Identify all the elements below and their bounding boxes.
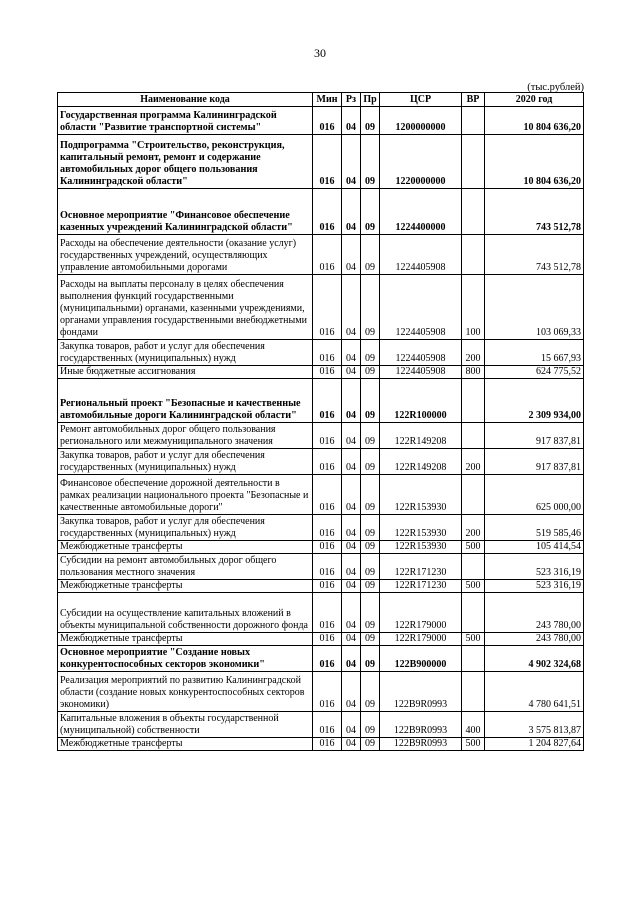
cell-name: Межбюджетные трансферты [58, 541, 313, 554]
budget-table [57, 92, 584, 751]
cell-amount: 2 309 934,00 [485, 379, 584, 423]
cell-vr: 400 [462, 712, 485, 738]
cell-amount: 743 512,78 [485, 189, 584, 235]
cell-amount: 4 780 641,51 [485, 672, 584, 712]
cell-min: 016 [313, 135, 342, 189]
page-number: 30 [314, 46, 326, 60]
table-row [58, 515, 584, 541]
cell-name: Субсидии на ремонт автомобильных дорог общего пользования местного значения [58, 554, 313, 580]
cell-vr [462, 646, 485, 672]
cell-rz: 04 [342, 235, 361, 275]
cell-min: 016 [313, 554, 342, 580]
cell-name: Закупка товаров, работ и услуг для обеспечения государственных (муниципальных) нужд [58, 340, 313, 366]
cell-rz: 04 [342, 366, 361, 379]
cell-rz: 04 [342, 672, 361, 712]
cell-csr: 122R179000 [380, 633, 462, 646]
cell-csr: 1224400000 [380, 189, 462, 235]
cell-amount: 523 316,19 [485, 580, 584, 593]
table-row [58, 593, 584, 633]
table-row [58, 340, 584, 366]
table-row [58, 672, 584, 712]
cell-vr: 500 [462, 580, 485, 593]
cell-min: 016 [313, 541, 342, 554]
cell-min: 016 [313, 738, 342, 751]
cell-csr: 1224405908 [380, 366, 462, 379]
cell-vr [462, 593, 485, 633]
cell-rz: 04 [342, 515, 361, 541]
cell-vr: 500 [462, 738, 485, 751]
cell-pr: 09 [361, 275, 380, 340]
cell-vr [462, 423, 485, 449]
cell-amount: 15 667,93 [485, 340, 584, 366]
cell-name: Иные бюджетные ассигнования [58, 366, 313, 379]
cell-amount: 4 902 324,68 [485, 646, 584, 672]
cell-amount: 917 837,81 [485, 423, 584, 449]
cell-csr: 1200000000 [380, 107, 462, 135]
table-row [58, 541, 584, 554]
table-row [58, 107, 584, 135]
cell-min: 016 [313, 580, 342, 593]
cell-min: 016 [313, 515, 342, 541]
cell-rz: 04 [342, 593, 361, 633]
cell-name: Государственная программа Калининградской области "Развитие транспортной системы" [58, 107, 313, 135]
cell-rz: 04 [342, 738, 361, 751]
cell-pr: 09 [361, 107, 380, 135]
cell-vr [462, 672, 485, 712]
cell-amount: 1 204 827,64 [485, 738, 584, 751]
cell-name: Расходы на обеспечение деятельности (оказание услуг) государственных учреждений, осуществляющих управление автомобильными дорогами [58, 235, 313, 275]
cell-min: 016 [313, 275, 342, 340]
table-row [58, 366, 584, 379]
cell-rz: 04 [342, 554, 361, 580]
cell-rz: 04 [342, 423, 361, 449]
cell-vr: 200 [462, 449, 485, 475]
cell-rz: 04 [342, 449, 361, 475]
cell-pr: 09 [361, 449, 380, 475]
cell-min: 016 [313, 235, 342, 275]
cell-min: 016 [313, 107, 342, 135]
cell-name: Межбюджетные трансферты [58, 738, 313, 751]
cell-rz: 04 [342, 379, 361, 423]
cell-rz: 04 [342, 107, 361, 135]
cell-pr: 09 [361, 515, 380, 541]
header-min: Мин [313, 93, 342, 107]
cell-min: 016 [313, 366, 342, 379]
cell-name: Закупка товаров, работ и услуг для обеспечения государственных (муниципальных) нужд [58, 449, 313, 475]
table-row [58, 738, 584, 751]
cell-pr: 09 [361, 738, 380, 751]
table-row [58, 554, 584, 580]
cell-csr: 1220000000 [380, 135, 462, 189]
cell-min: 016 [313, 633, 342, 646]
cell-pr: 09 [361, 379, 380, 423]
cell-vr [462, 475, 485, 515]
header-name: Наименование кода [58, 93, 313, 107]
cell-vr: 200 [462, 515, 485, 541]
cell-vr: 800 [462, 366, 485, 379]
cell-pr: 09 [361, 423, 380, 449]
table-body [58, 107, 584, 751]
cell-name: Региональный проект "Безопасные и качественные автомобильные дороги Калининградской области" [58, 379, 313, 423]
table-row [58, 712, 584, 738]
cell-csr: 1224405908 [380, 340, 462, 366]
cell-name: Основное мероприятие "Создание новых конкурентоспособных секторов экономики" [58, 646, 313, 672]
table-row [58, 135, 584, 189]
cell-rz: 04 [342, 189, 361, 235]
cell-csr: 122R153930 [380, 475, 462, 515]
cell-name: Закупка товаров, работ и услуг для обеспечения государственных (муниципальных) нужд [58, 515, 313, 541]
cell-pr: 09 [361, 366, 380, 379]
table-row [58, 475, 584, 515]
cell-csr: 1224405908 [380, 275, 462, 340]
cell-rz: 04 [342, 135, 361, 189]
cell-csr: 122R153930 [380, 515, 462, 541]
cell-amount: 625 000,00 [485, 475, 584, 515]
cell-csr: 122R100000 [380, 379, 462, 423]
cell-pr: 09 [361, 580, 380, 593]
cell-csr: 122R149208 [380, 423, 462, 449]
cell-name: Межбюджетные трансферты [58, 580, 313, 593]
cell-min: 016 [313, 593, 342, 633]
cell-pr: 09 [361, 646, 380, 672]
cell-rz: 04 [342, 712, 361, 738]
cell-rz: 04 [342, 541, 361, 554]
cell-pr: 09 [361, 135, 380, 189]
cell-pr: 09 [361, 475, 380, 515]
cell-name: Ремонт автомобильных дорог общего пользования регионального или межмуниципального значения [58, 423, 313, 449]
cell-csr: 122R171230 [380, 554, 462, 580]
cell-amount: 917 837,81 [485, 449, 584, 475]
cell-name: Реализация мероприятий по развитию Калининградской области (создание новых конкурентоспособных секторов экономики) [58, 672, 313, 712]
cell-name: Субсидии на осуществление капитальных вложений в объекты муниципальной собственности дорожного фонда [58, 593, 313, 633]
cell-vr [462, 107, 485, 135]
cell-name: Финансовое обеспечение дорожной деятельности в рамках реализации национального проекта "Безопасные и качественные автомобильные дороги" [58, 475, 313, 515]
cell-pr: 09 [361, 189, 380, 235]
cell-pr: 09 [361, 672, 380, 712]
cell-amount: 243 780,00 [485, 593, 584, 633]
cell-vr: 200 [462, 340, 485, 366]
cell-csr: 1224405908 [380, 235, 462, 275]
cell-min: 016 [313, 475, 342, 515]
cell-min: 016 [313, 646, 342, 672]
cell-amount: 243 780,00 [485, 633, 584, 646]
cell-amount: 3 575 813,87 [485, 712, 584, 738]
cell-pr: 09 [361, 541, 380, 554]
header-csr: ЦСР [380, 93, 462, 107]
cell-csr: 122R171230 [380, 580, 462, 593]
cell-vr: 500 [462, 541, 485, 554]
cell-amount: 624 775,52 [485, 366, 584, 379]
cell-min: 016 [313, 189, 342, 235]
cell-rz: 04 [342, 633, 361, 646]
header-year: 2020 год [485, 93, 584, 107]
cell-amount: 103 069,33 [485, 275, 584, 340]
table-header-row [58, 93, 584, 107]
cell-min: 016 [313, 449, 342, 475]
cell-vr [462, 554, 485, 580]
cell-csr: 122R153930 [380, 541, 462, 554]
cell-amount: 519 585,46 [485, 515, 584, 541]
cell-rz: 04 [342, 475, 361, 515]
header-pr: Пр [361, 93, 380, 107]
table-row [58, 633, 584, 646]
cell-rz: 04 [342, 340, 361, 366]
cell-min: 016 [313, 340, 342, 366]
table-row [58, 449, 584, 475]
cell-csr: 122R149208 [380, 449, 462, 475]
table-row [58, 646, 584, 672]
header-vr: ВР [462, 93, 485, 107]
cell-pr: 09 [361, 554, 380, 580]
cell-pr: 09 [361, 340, 380, 366]
cell-pr: 09 [361, 593, 380, 633]
cell-csr: 122B9R0993 [380, 738, 462, 751]
cell-pr: 09 [361, 235, 380, 275]
cell-vr [462, 135, 485, 189]
cell-amount: 10 804 636,20 [485, 135, 584, 189]
cell-name: Основное мероприятие "Финансовое обеспечение казенных учреждений Калининградской области" [58, 189, 313, 235]
cell-csr: 122R179000 [380, 593, 462, 633]
cell-pr: 09 [361, 633, 380, 646]
cell-vr: 100 [462, 275, 485, 340]
cell-name: Межбюджетные трансферты [58, 633, 313, 646]
cell-rz: 04 [342, 646, 361, 672]
table-row [58, 423, 584, 449]
cell-min: 016 [313, 379, 342, 423]
cell-rz: 04 [342, 275, 361, 340]
table-row [58, 275, 584, 340]
cell-amount: 743 512,78 [485, 235, 584, 275]
cell-csr: 122B9R0993 [380, 712, 462, 738]
table-row [58, 189, 584, 235]
cell-name: Подпрограмма "Строительство, реконструкция, капитальный ремонт, ремонт и содержание автомобильных дорог общего пользования Калининградской области" [58, 135, 313, 189]
cell-rz: 04 [342, 580, 361, 593]
cell-name: Расходы на выплаты персоналу в целях обеспечения выполнения функций государственными (муниципальными) органами, казенными учреждениями, органами управления государственными внебюджетными фондами [58, 275, 313, 340]
cell-amount: 523 316,19 [485, 554, 584, 580]
units-label: (тыс.рублей) [527, 82, 584, 93]
cell-amount: 105 414,54 [485, 541, 584, 554]
cell-amount: 10 804 636,20 [485, 107, 584, 135]
cell-min: 016 [313, 423, 342, 449]
cell-min: 016 [313, 672, 342, 712]
cell-vr [462, 189, 485, 235]
header-rz: Рз [342, 93, 361, 107]
cell-min: 016 [313, 712, 342, 738]
table-row [58, 379, 584, 423]
cell-csr: 122B900000 [380, 646, 462, 672]
cell-vr [462, 379, 485, 423]
cell-name: Капитальные вложения в объекты государственной (муниципальной) собственности [58, 712, 313, 738]
cell-pr: 09 [361, 712, 380, 738]
table-row [58, 580, 584, 593]
cell-vr [462, 235, 485, 275]
cell-vr: 500 [462, 633, 485, 646]
table-row [58, 235, 584, 275]
cell-csr: 122B9R0993 [380, 672, 462, 712]
